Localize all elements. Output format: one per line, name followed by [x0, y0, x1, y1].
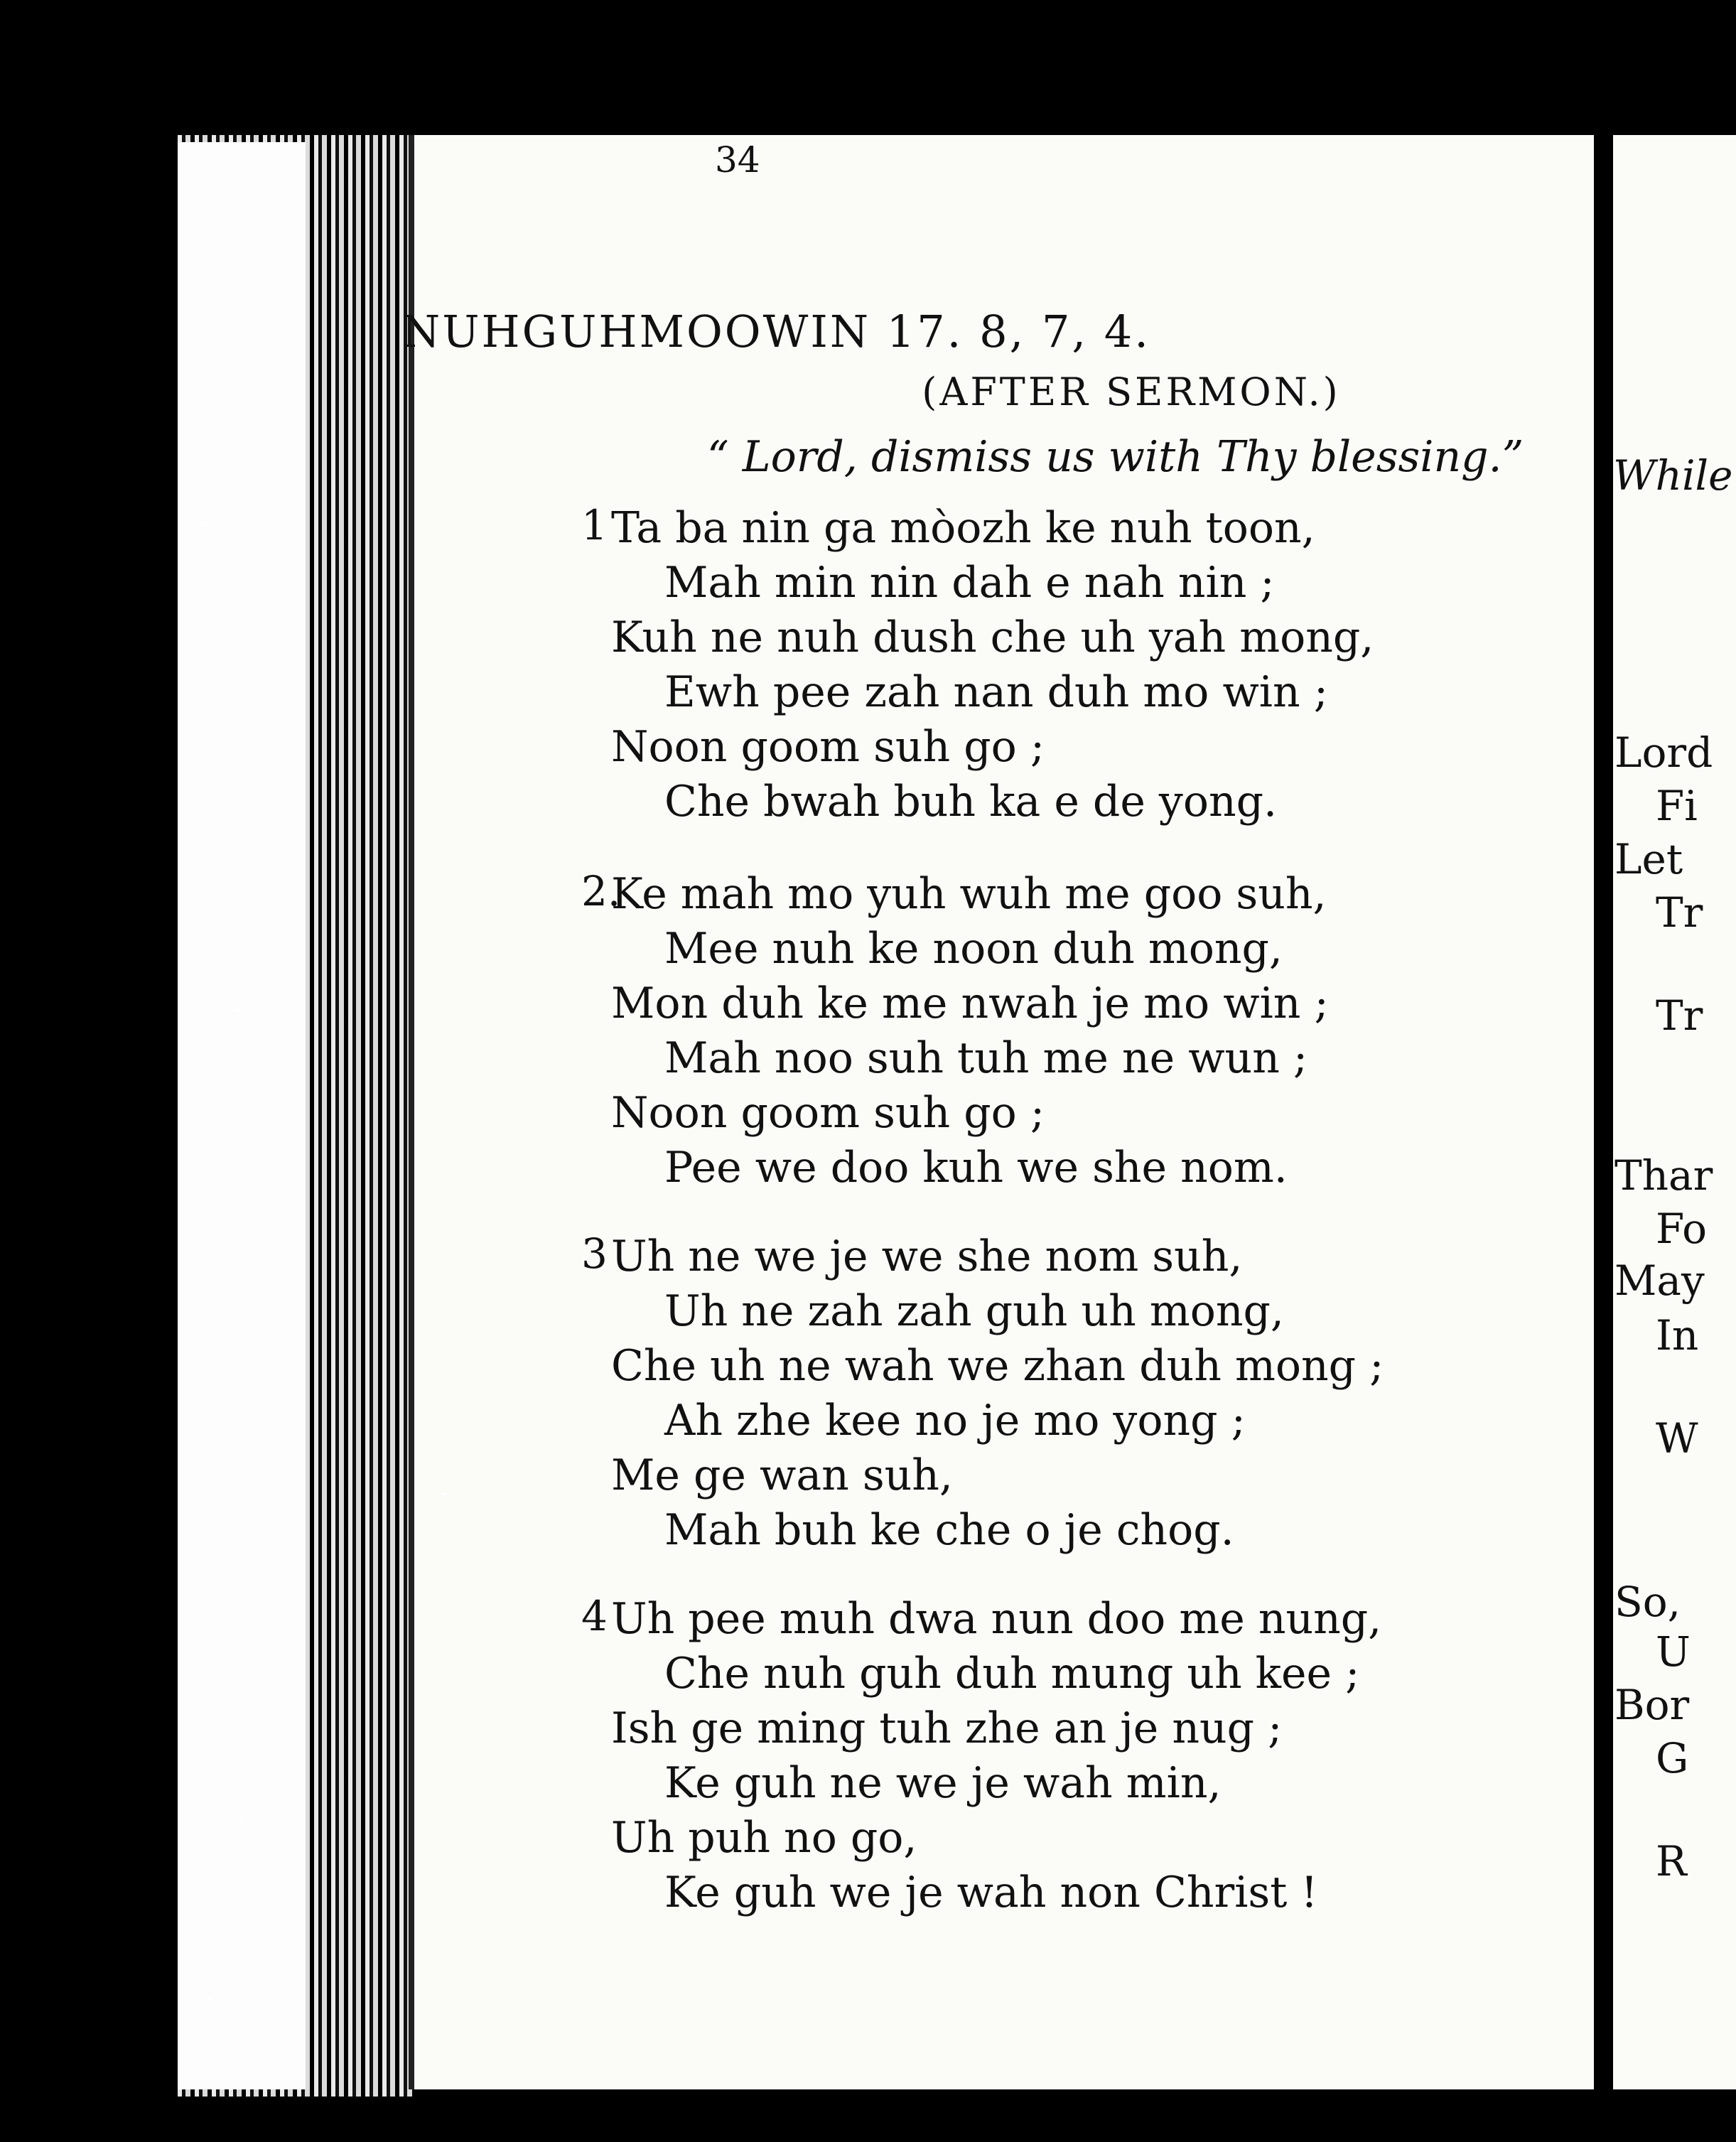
verse-line: Uh pee muh dwa nun doo me nung,	[611, 1594, 1382, 1644]
verse-line: Mee nuh ke noon duh mong,	[664, 924, 1283, 974]
verse-line: Che bwah buh ka e de yong.	[664, 777, 1278, 827]
hymn-epigraph: “ Lord, dismiss us with Thy blessing.”	[707, 432, 1524, 482]
scan-speck	[203, 522, 208, 525]
next-page-fragment: Thar	[1614, 1151, 1713, 1200]
verse-line: Uh puh no go,	[611, 1813, 917, 1863]
next-page-fragment: So,	[1614, 1578, 1681, 1626]
next-page-fragment: Let	[1614, 835, 1683, 883]
scan-speck	[238, 1819, 244, 1822]
verse-number: 2.	[581, 867, 621, 915]
scan-speck	[234, 1009, 240, 1012]
verse-line: Ish ge ming tuh zhe an je nug ;	[611, 1704, 1283, 1753]
verse-3	[581, 1229, 1384, 1558]
next-page-fragment: In	[1656, 1311, 1699, 1360]
next-page-fragment: Fo	[1656, 1205, 1707, 1253]
verse-line: Ta ba nin ga mòozh ke nuh toon,	[611, 503, 1315, 553]
hymn-subtitle: (AFTER SERMON.)	[922, 370, 1341, 414]
next-page-fragment: May	[1614, 1256, 1705, 1305]
next-page-fragment: While	[1613, 451, 1733, 500]
verse-line: Ewh pee zah nan duh mo win ;	[664, 667, 1328, 717]
verse-line: Mah buh ke che o je chog.	[664, 1505, 1234, 1555]
verse-line: Uh ne we je we she nom suh,	[611, 1232, 1243, 1281]
next-page-fragment: W	[1656, 1414, 1698, 1463]
verse-2	[581, 867, 1329, 1195]
next-page-fragment: G	[1656, 1734, 1689, 1782]
verse-number: 3	[581, 1229, 608, 1278]
verse-line: Ke guh we je wah non Christ !	[664, 1868, 1318, 1917]
verse-line: Pee we doo kuh we she nom.	[664, 1143, 1288, 1193]
scan-speck	[206, 1997, 212, 2000]
verse-4	[581, 1592, 1382, 1920]
verse-line: Noon goom suh go ;	[611, 722, 1045, 772]
verse-line: Kuh ne nuh dush che uh yah mong,	[611, 613, 1374, 662]
next-page-fragment: Tr	[1656, 991, 1703, 1040]
next-page-fragment: R	[1656, 1837, 1687, 1885]
verse-line: Uh ne zah zah guh uh mong,	[664, 1286, 1284, 1336]
next-page-fragment: Fi	[1656, 782, 1698, 830]
next-page-fragment: U	[1656, 1627, 1691, 1676]
next-page-fragment: Bor	[1614, 1681, 1690, 1729]
verse-1	[581, 501, 1374, 829]
verse-line: Che nuh guh duh mung uh kee ;	[664, 1649, 1360, 1699]
adjacent-page	[1613, 135, 1736, 2089]
verse-line: Ke guh ne we je wah min,	[664, 1758, 1222, 1808]
page-edges	[178, 142, 306, 2089]
verse-line: Me ge wan suh,	[611, 1451, 953, 1500]
next-page-fragment: Tr	[1656, 888, 1703, 937]
verse-line: Mah noo suh tuh me ne wun ;	[664, 1033, 1308, 1083]
verse-line: Ah zhe kee no je mo yong ;	[664, 1396, 1246, 1446]
verse-line: Mah min nin dah e nah nin ;	[664, 558, 1275, 608]
next-page-fragment: Lord	[1614, 728, 1713, 777]
verse-line: Mon duh ke me nwah je mo win ;	[611, 979, 1329, 1028]
verse-number: 4	[581, 1592, 608, 1640]
verse-line: Noon goom suh go ;	[611, 1088, 1045, 1138]
verse-number: 1	[581, 501, 608, 549]
verse-line: Ke mah mo yuh wuh me goo suh,	[611, 869, 1327, 919]
scan-speck	[441, 1492, 446, 1495]
verse-line: Che uh ne wah we zhan duh mong ;	[611, 1341, 1384, 1391]
hymn-title: NUHGUHMOOWIN 17. 8, 7, 4.	[401, 306, 1150, 357]
